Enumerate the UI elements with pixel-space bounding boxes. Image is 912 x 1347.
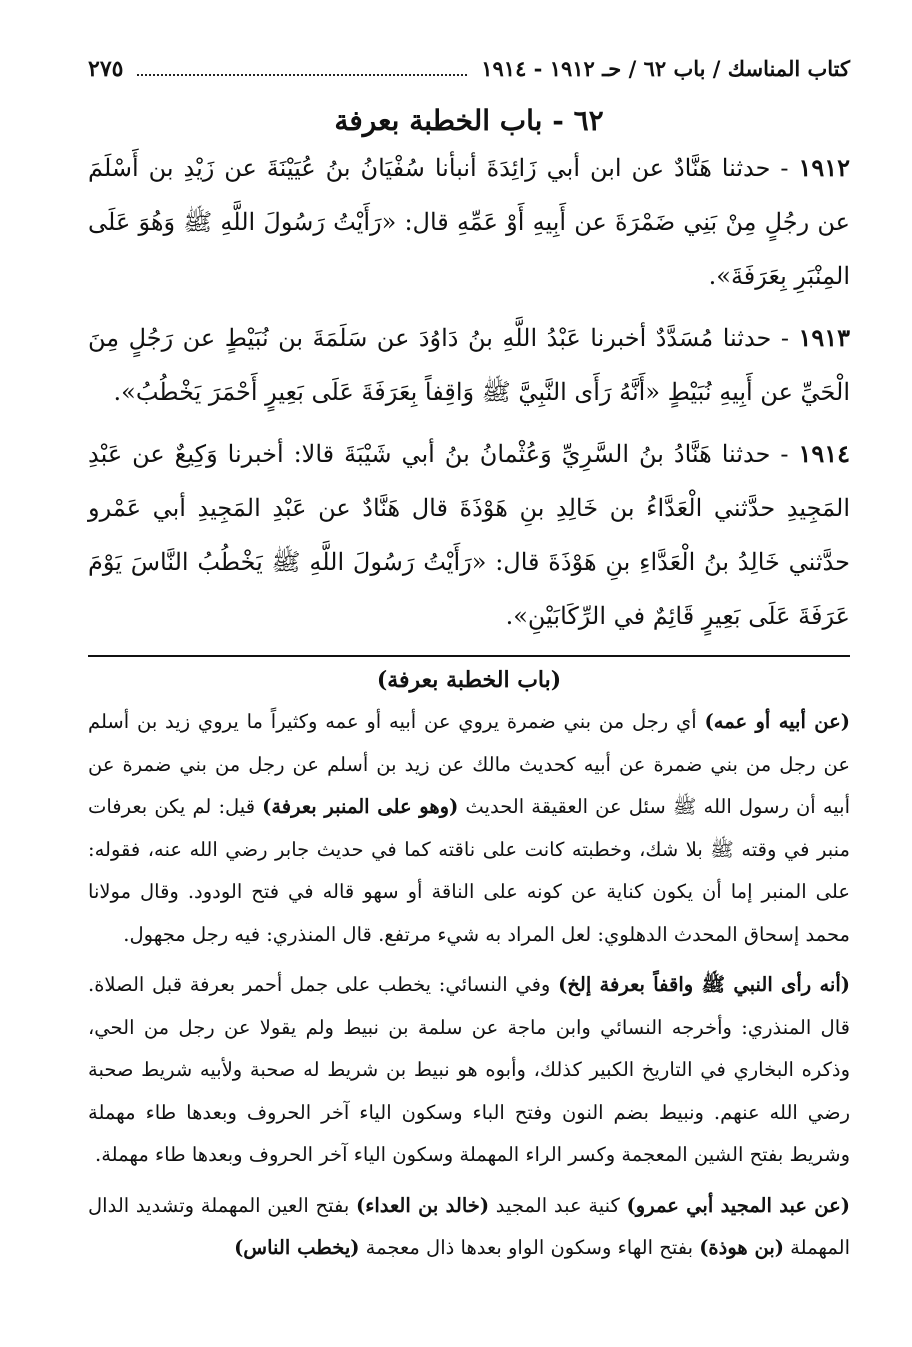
- note-text: بفتح الهاء وسكون الواو بعدها ذال معجمة: [359, 1236, 700, 1259]
- hadith-1914: [88, 427, 850, 643]
- note-lemma: (وهو على المنبر بعرفة): [262, 795, 459, 818]
- hadith-text: - حدثنا هَنَّادٌ عن ابن أبي زَائِدَةَ أنبأنا سُفْيَانُ بنُ عُيَيْنَةَ عن زَيْدِ بن أَسْلَمَ عن رجُلٍ مِنْ بَنِي ضَمْرَةَ عن أَبِيهِ أَوْ عَمِّهِ قال: «رَأَيْتُ رَسُولَ اللَّهِ ﷺ وَهُوَ عَلَى المِنْبَرِ بِعَرَفَةَ».: [88, 154, 851, 290]
- running-title: كتاب المناسك / باب ٦٢ / حـ ١٩١٢ - ١٩١٤: [481, 56, 850, 81]
- commentary-title: (باب الخطبة بعرفة): [376, 667, 562, 693]
- note-text: بفتح العين المهملة وتشديد الدال المهملة: [88, 1193, 850, 1259]
- note-lemma: (خالد بن العداء): [355, 1193, 490, 1217]
- note-text: أي رجل من بني ضمرة يروي عن أبيه أو عمه وكثيراً ما يروي زيد بن أسلم عن رجل من بني ضمرة عن أبيه كحديث مالك عن زيد بن أسلم عن رجل من بني ضمرة عن أبيه أن رسول الله ﷺ سئل عن العقيقة الحديث: [88, 710, 851, 818]
- note-lemma: (يخطب الناس): [234, 1236, 360, 1259]
- hadith-text: - حدثنا مُسَدَّدٌ أخبرنا عَبْدُ اللَّهِ بنُ دَاوُدَ عن سَلَمَةَ بن نُبَيْطٍ عن رَجُلٍ مِنَ الْحَيِّ عن أَبِيهِ نُبَيْطٍ «أَنَّهُ رَأَى النَّبِيَّ ﷺ وَاقِفاً بِعَرَفَةَ عَلَى بَعِيرٍ أَحْمَرَ يَخْطُبُ».: [88, 324, 850, 406]
- note-lemma: (بن هوذة): [699, 1236, 784, 1259]
- chapter-title: ٦٢ - باب الخطبة بعرفة: [334, 104, 604, 137]
- page-number: ٢٧٥: [88, 56, 124, 82]
- note-lemma: (أنه رأى النبي ﷺ واقفاً بعرفة إلخ): [558, 973, 850, 996]
- hadith-number: ١٩١٢: [798, 153, 850, 182]
- note-lemma: (عن أبيه أو عمه): [704, 710, 850, 733]
- header-leader-dots: [137, 74, 467, 76]
- note-text: وفي النسائي: يخطب على جمل أحمر بعرفة قبل الصلاة. قال المنذري: وأخرجه النسائي وابن ماجة عن سلمة بن نبيط ولم يقولا عن رجل من الحي، وذكره البخاري في التاريخ الكبير كذلك، وأبوه هو نبيط بن شريط له صحبة ولأبيه شريط صحبة رضي الله عنهم. ونبيط بضم النون وفتح الباء وسكون الياء آخر الحروف وبعدها طاء مهملة وشريط بفتح الشين المعجمة وكسر الراء المهملة وسكون الياء آخر الحروف وبعدها طاء مهملة.: [88, 973, 850, 1166]
- hadith-number: ١٩١٣: [798, 323, 850, 352]
- note-text: قيل: لم يكن بعرفات منبر في وقته ﷺ بلا شك، وخطبته كانت على ناقته كما في حديث جابر رضي الله عنه، فقوله: على المنبر إما أن يكون كناية عن كونه على الناقة أو سهو قاله في فتح الودود. وقال مولانا محمد إسحاق المحدث الدهلوي: لعل المراد به شيء مرتفع. قال المنذري: فيه رجل مجهول.: [88, 795, 850, 946]
- running-header: [88, 56, 850, 96]
- footnote-divider: [88, 655, 850, 657]
- hadith-1912: [88, 141, 850, 303]
- hadith-text: - حدثنا هَنَّادُ بنُ السَّرِيِّ وَعُثْمانُ بنُ أبي شَيْبَةَ قالا: أخبرنا وَكِيعٌ عن عَبْدِ المَجِيدِ حدَّثني الْعَدَّاءُ بن خَالِدِ بنِ هَوْذَةَ قال هَنَّادٌ عن عَبْدِ المَجِيدِ أبي عَمْرو حدَّثني خَالِدُ بنُ الْعَدَّاءِ بنِ هَوْذَةَ قال: «رَأَيْتُ رَسُولَ اللَّهِ ﷺ يَخْطُبُ النَّاسَ يَوْمَ عَرَفَةَ عَلَى بَعِيرٍ قَائِمٌ في الرِّكَابَيْنِ».: [88, 440, 850, 630]
- commentary-note-1: [88, 701, 850, 956]
- commentary-note-2: [88, 964, 850, 1177]
- note-lemma: (عن عبد المجيد أبي عمرو): [626, 1193, 850, 1217]
- hadith-number: ١٩١٤: [798, 439, 850, 468]
- hadith-1913: [88, 311, 850, 419]
- note-text: كنية عبد المجيد: [489, 1193, 627, 1217]
- commentary-note-3: [88, 1185, 850, 1270]
